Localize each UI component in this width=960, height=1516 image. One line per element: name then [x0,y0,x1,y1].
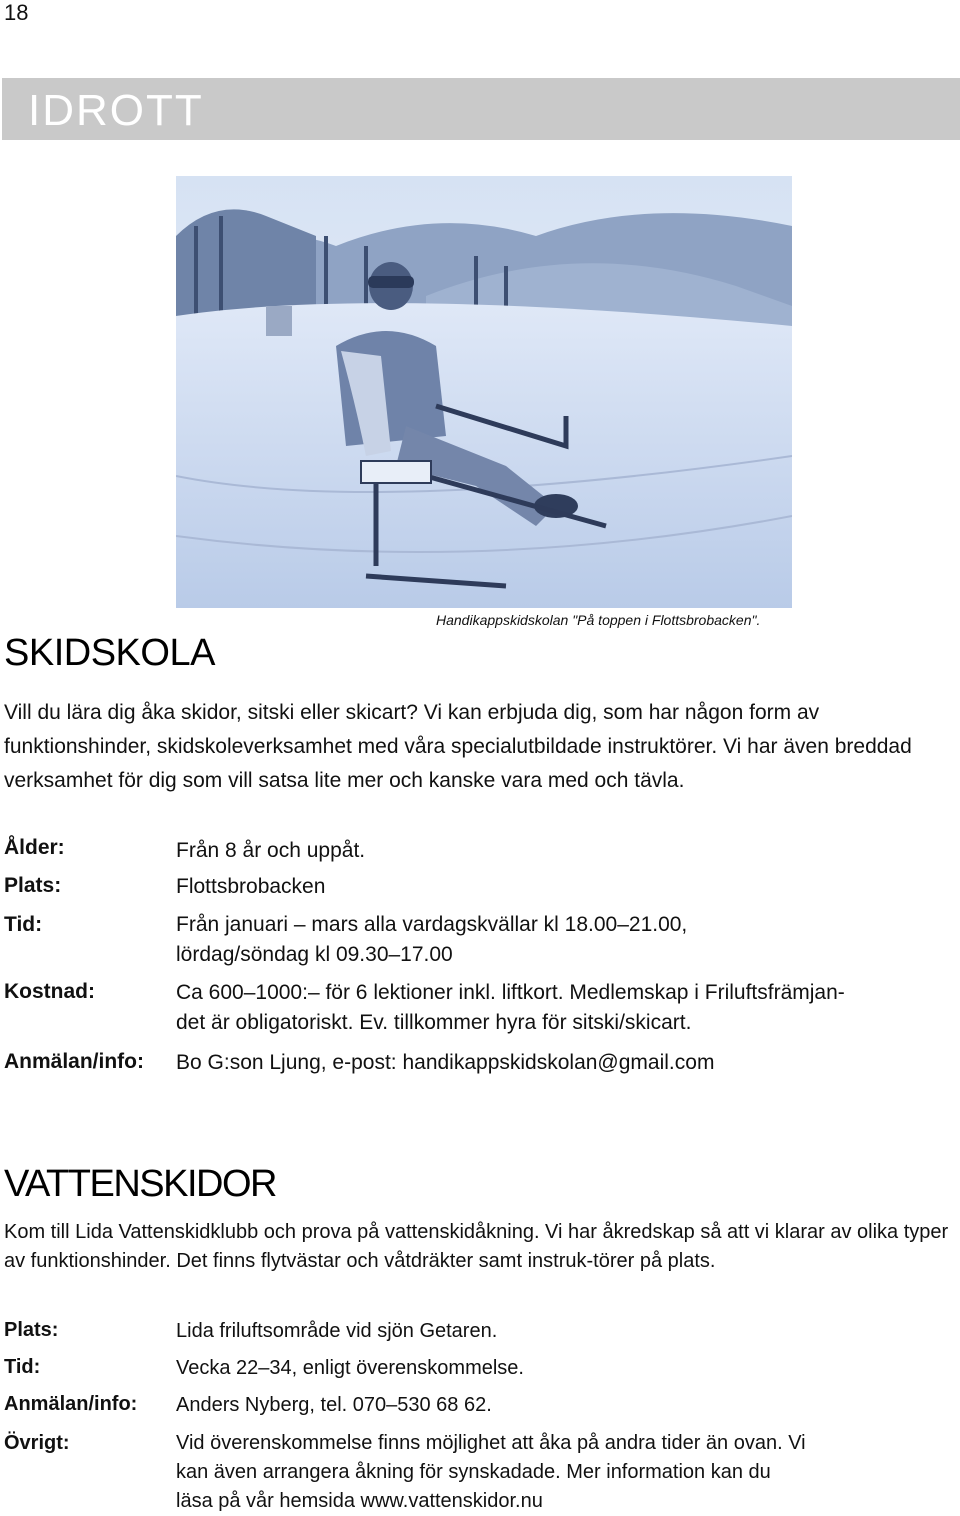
water-other-value: Vid överenskommelse finns möjlighet att åka på andra tider än ovan. Vi kan även arrangera åkning för synskadade. Mer information kan du läsa på vår hemsida www.vattenskidor.nu [176,1432,806,1512]
page-number: 18 [4,0,29,25]
water-signup-value: Anders Nyberg, tel. 070–530 68 62. [176,1394,492,1416]
water-place-value: Lida friluftsområde vid sjön Getaren. [176,1320,498,1342]
skidskola-intro: Vill du lära dig åka skidor, sitski eller skicart? Vi kan erbjuda dig, som har någon form av funktionshinder, skidskoleverksamhet med våra specialutbildade instruktörer. Vi har även breddad verksamhet för dig som vill satsa lite mer och kanske vara med och tävla. [4,701,912,792]
section-title: IDROTT [28,86,204,135]
age-label: Ålder: [4,836,65,859]
water-signup-label: Anmälan/info: [4,1393,138,1415]
time-value: Från januari – mars alla vardagskvällar kl 18.00–21.00, lördag/söndag kl 09.30–17.00 [176,913,688,966]
skidskola-heading: SKIDSKOLA [4,632,215,674]
water-time-value: Vecka 22–34, enligt överenskommelse. [176,1357,524,1379]
place-value: Flottsbrobacken [176,875,326,898]
water-other-label: Övrigt: [4,1432,70,1454]
age-value: Från 8 år och uppåt. [176,839,366,862]
cost-label: Kostnad: [4,980,95,1003]
water-time-label: Tid: [4,1356,41,1378]
photo-caption: Handikappskidskolan "På toppen i Flottsbrobacken". [436,612,761,628]
time-label: Tid: [4,913,43,936]
sit-ski-photo-icon [176,176,792,608]
vattenskidor-intro: Kom till Lida Vattenskidklubb och prova på vattenskidåkning. Vi har åkredskap så att vi klarar av olika typer av funktionshinder. Det finns flytvästar och våtdräkter samt instruk-törer på plats. [4,1221,949,1272]
signup-label: Anmälan/info: [4,1050,144,1073]
sit-ski-photo [176,176,792,608]
section-banner [2,78,960,140]
cost-value: Ca 600–1000:– för 6 lektioner inkl. liftkort. Medlemskap i Friluftsfrämjan- det är obligatoriskt. Ev. tillkommer hyra för sitski/skicart. [176,981,845,1034]
place-label: Plats: [4,874,62,897]
vattenskidor-heading: VATTENSKIDOR [4,1163,276,1205]
water-place-label: Plats: [4,1319,59,1341]
signup-value: Bo G:son Ljung, e-post: handikappskidskolan@gmail.com [176,1051,715,1074]
